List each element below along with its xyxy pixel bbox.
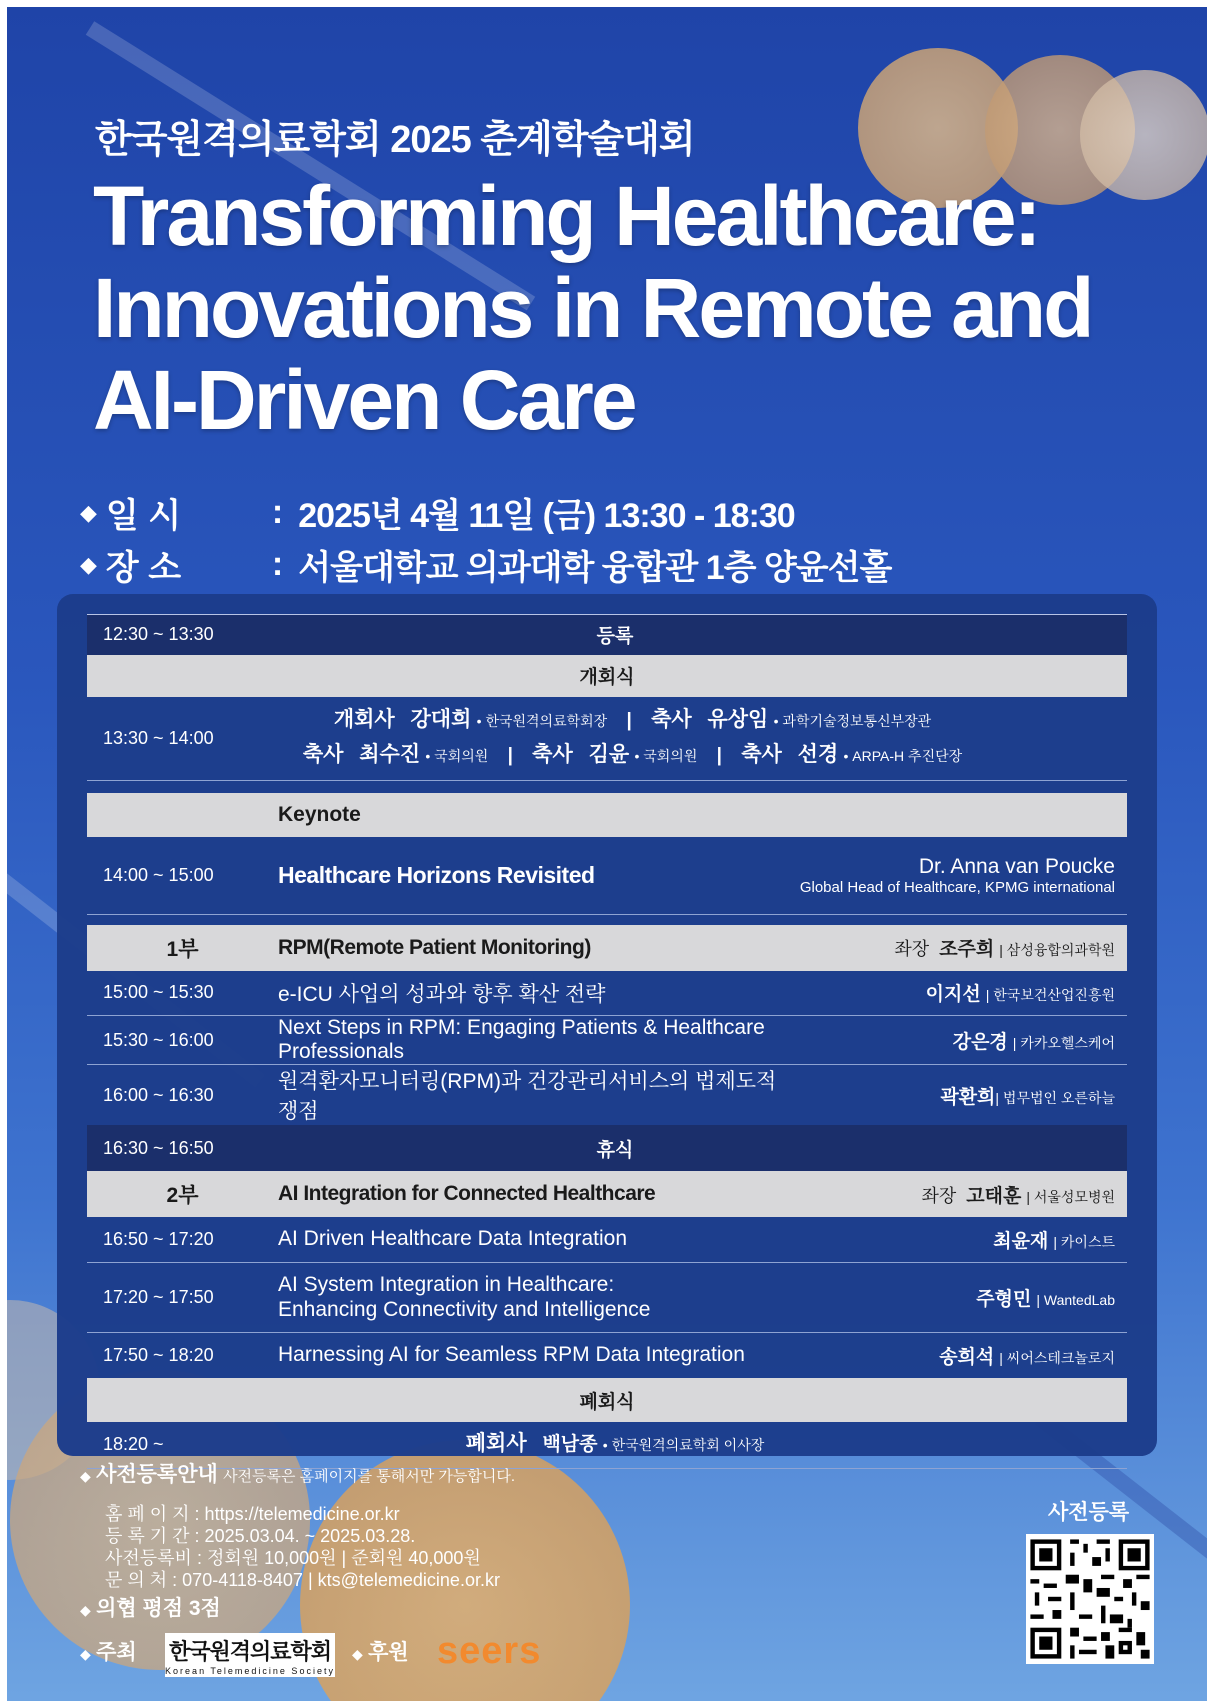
time-cell: 18:20 ~	[87, 1422, 278, 1468]
chair-aff: | 서울성모병원	[1026, 1188, 1115, 1205]
part-title: AI Integration for Connected Healthcare	[278, 1171, 800, 1217]
colon: :	[271, 545, 283, 583]
part-label: 2부	[87, 1171, 278, 1217]
date-value: 2025년 4월 11일 (금) 13:30 - 18:30	[298, 497, 795, 535]
time-cell: 16:00 ~ 16:30	[103, 1084, 214, 1105]
talk-speaker	[800, 1262, 1127, 1332]
event-venue	[80, 540, 891, 589]
part2-header-row	[87, 1171, 1127, 1217]
role: 축사	[302, 743, 344, 767]
speaker-aff: • ARPA-H 추진단장	[843, 748, 963, 765]
chair	[800, 1171, 1127, 1217]
talk-speaker	[800, 971, 1127, 1016]
homepage-line: 홈 페 이 지 : https://telemedicine.or.kr	[105, 1504, 400, 1524]
keynote-row	[87, 837, 1127, 915]
speaker-aff: | 법무법인 오른하늘	[995, 1089, 1115, 1106]
prereg-heading	[80, 1464, 515, 1488]
keynote-header-row	[87, 793, 1127, 837]
talk-title-line: AI System Integration in Healthcare:	[278, 1273, 615, 1296]
host-label: 주최	[96, 1641, 137, 1664]
talk-row	[87, 1332, 1127, 1378]
keynote-speaker	[800, 837, 1127, 915]
sponsor-logo: seers	[437, 1630, 542, 1672]
speaker-name: 유상임	[707, 708, 769, 732]
speaker-name: 백남종	[542, 1434, 598, 1456]
credit	[80, 1598, 221, 1621]
diamond-icon: ◆	[80, 1602, 91, 1618]
date-label: 일 시	[105, 497, 182, 535]
diamond-icon: ◆	[80, 499, 96, 525]
keynote-header: Keynote	[278, 793, 1127, 837]
speaker-name: 최윤재	[993, 1230, 1049, 1252]
speaker-name: Dr. Anna van Poucke	[918, 854, 1115, 878]
host-name-en: Korean Telemedicine Society	[165, 1666, 335, 1676]
separator: |	[507, 745, 513, 767]
speaker-aff: Global Head of Healthcare, KPMG international	[799, 878, 1115, 896]
time-cell: 17:20 ~ 17:50	[87, 1262, 278, 1332]
speaker-aff: • 국회의원	[634, 748, 698, 765]
speaker-name: 곽환희	[940, 1086, 996, 1108]
role: 축사	[741, 743, 782, 767]
time-cell: 16:50 ~ 17:20	[87, 1217, 278, 1262]
talk-title-line: Enhancing Connectivity and Intelligence	[278, 1298, 651, 1321]
diamond-icon: ◆	[80, 551, 96, 577]
role: 개회사	[333, 708, 395, 732]
diamond-icon: ◆	[352, 1646, 363, 1662]
break-label: 휴식	[278, 1125, 1127, 1171]
title-line: Transforming Healthcare:	[93, 169, 1039, 263]
chair-aff: | 삼성융합의과학원	[999, 942, 1115, 958]
speaker-aff: | 카카오헬스케어	[1012, 1034, 1115, 1051]
qr-label: 사전등록	[1048, 1501, 1130, 1524]
role: 폐회사	[465, 1432, 527, 1456]
talk-speaker	[800, 1016, 1127, 1065]
time-cell: 16:30 ~ 16:50	[87, 1125, 278, 1171]
host-logo	[165, 1633, 335, 1677]
closing-speaker	[278, 1422, 1127, 1468]
speaker-aff: • 한국원격의료학회 이사장	[602, 1437, 765, 1454]
sponsor	[352, 1642, 409, 1665]
separator: |	[626, 710, 632, 732]
closing-row	[87, 1422, 1127, 1468]
credit-text: 의협 평점 3점	[96, 1597, 221, 1620]
closing-header: 폐회식	[87, 1378, 1127, 1422]
diamond-icon: ◆	[80, 1646, 91, 1662]
venue-label: 장 소	[105, 549, 182, 587]
closing-header-row	[87, 1378, 1127, 1422]
speaker-name: 최수진	[359, 743, 421, 767]
speaker-name: 강은경	[952, 1031, 1008, 1053]
conference-subtitle: 한국원격의료학회 2025 춘계학술대회	[95, 119, 695, 161]
talk-row	[87, 971, 1127, 1016]
opening-line-1	[278, 703, 987, 738]
part-title: RPM(Remote Patient Monitoring)	[278, 925, 800, 971]
chair	[800, 925, 1127, 971]
title-line: AI-Driven Care	[93, 353, 635, 447]
chair-name: 조주희	[939, 939, 995, 960]
speaker-aff: | 씨어스테크놀로지	[999, 1349, 1115, 1366]
chair-name: 고태훈	[966, 1185, 1022, 1207]
speaker-name: 김윤	[588, 743, 630, 767]
part-label: 1부	[87, 925, 278, 971]
talk-speaker	[800, 1065, 1127, 1126]
speaker-aff: • 국회의원	[425, 748, 489, 765]
colon: :	[271, 493, 283, 531]
title-line: Innovations in Remote and	[93, 261, 1092, 355]
talk-title	[278, 1262, 800, 1332]
talk-row	[87, 1016, 1127, 1065]
time-cell: 15:30 ~ 16:00	[87, 1016, 278, 1065]
chair-label: 좌장	[921, 1185, 957, 1206]
registration-row	[87, 615, 1127, 655]
opening-line-2	[278, 738, 987, 773]
keynote-title: Healthcare Horizons Revisited	[278, 837, 800, 915]
part1-header-row	[87, 925, 1127, 971]
prereg-note: 사전등록은 홈페이지를 통해서만 가능합니다.	[223, 1468, 516, 1485]
speaker-aff: | WantedLab	[1036, 1291, 1115, 1308]
speaker-aff: • 한국원격의료학회장	[476, 713, 608, 730]
qr-code[interactable]	[1026, 1534, 1154, 1664]
speaker-aff: | 한국보건산업진흥원	[985, 987, 1115, 1004]
time-cell: 15:00 ~ 15:30	[87, 971, 278, 1016]
separator: |	[716, 745, 722, 767]
sponsor-label: 후원	[368, 1641, 409, 1664]
talk-title: Next Steps in RPM: Engaging Patients & Healthcare Professionals	[278, 1016, 800, 1065]
event-date	[80, 488, 795, 537]
time-cell: 12:30 ~ 13:30	[87, 615, 278, 655]
chair-label: 좌장	[894, 939, 930, 959]
opening-row	[87, 697, 1127, 781]
talk-title: e-ICU 사업의 성과와 향후 확산 전략	[278, 971, 800, 1016]
time-cell: 17:50 ~ 18:20	[103, 1344, 214, 1365]
talk-title: Harnessing AI for Seamless RPM Data Integration	[278, 1343, 745, 1367]
contact-line: 문 의 처 : 070-4118-8407 | kts@telemedicine.or.kr	[105, 1570, 500, 1590]
conference-title	[93, 170, 1193, 446]
speaker-name: 선경	[797, 743, 839, 767]
opening-header-row	[87, 655, 1127, 697]
role: 축사	[651, 708, 692, 732]
role: 축사	[532, 743, 573, 767]
opening-header: 개회식	[87, 655, 1127, 697]
talk-row	[87, 1217, 1127, 1262]
speaker-name: 강대희	[410, 708, 472, 732]
talk-speaker	[800, 1332, 1127, 1378]
talk-row	[87, 1065, 1127, 1126]
speaker-aff: • 과학기술정보통신부장관	[773, 713, 932, 730]
qr-code-icon	[1026, 1534, 1154, 1664]
opening-speakers	[278, 697, 1127, 781]
break-row	[87, 1125, 1127, 1171]
diamond-icon: ◆	[80, 1468, 91, 1484]
talk-title: 원격환자모니터링(RPM)과 건강관리서비스의 법제도적 쟁점	[278, 1070, 777, 1123]
host	[80, 1642, 137, 1665]
venue-value: 서울대학교 의과대학 융합관 1층 양윤선홀	[298, 549, 892, 587]
host-name: 한국원격의료학회	[168, 1639, 332, 1664]
talk-row	[87, 1262, 1127, 1332]
speaker-aff: | 카이스트	[1053, 1233, 1115, 1250]
speaker-name: 송희석	[939, 1346, 995, 1368]
talk-title: AI Driven Healthcare Data Integration	[278, 1217, 800, 1262]
registration-label: 등록	[278, 615, 1127, 655]
period-line: 등 록 기 간 : 2025.03.04. ~ 2025.03.28.	[105, 1526, 416, 1546]
time-cell: 13:30 ~ 14:00	[87, 697, 278, 781]
fee-line: 사전등록비 : 정회원 10,000원 | 준회원 40,000원	[105, 1548, 481, 1568]
schedule-table	[87, 614, 1127, 1469]
time-cell: 14:00 ~ 15:00	[87, 837, 278, 915]
prereg-title: 사전등록안내	[96, 1463, 218, 1486]
speaker-name: 이지선	[925, 984, 981, 1006]
speaker-name: 주형민	[976, 1288, 1032, 1310]
talk-speaker	[800, 1217, 1127, 1262]
